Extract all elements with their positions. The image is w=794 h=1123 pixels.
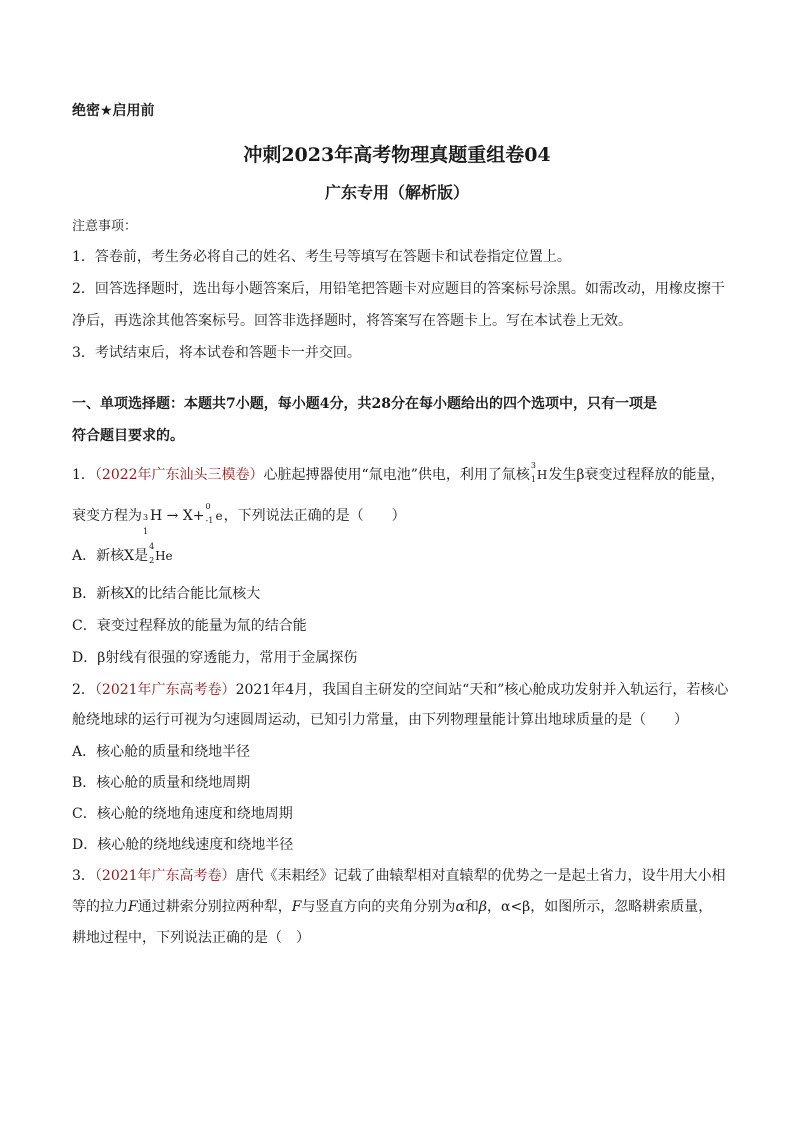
question-3-stem-cont: 等的拉力F通过耕索分别拉两种犁，F与竖直方向的夹角分别为α和β，α<β，如图所示，忽略耕索质量， <box>72 899 713 915</box>
question-1-option-c: C．衰变过程释放的能量为氚的结合能 <box>72 618 307 634</box>
note-item-2: 2．回答选择题时，选出每小题答案后，用铅笔把答题卡对应题目的答案标号涂黑。如需改动，用橡皮擦干 <box>72 281 725 297</box>
question-3-stem: 3．（2021年广东高考卷）唐代《耒耜经》记载了曲辕犁相对直辕犁的优势之一是起土省力，设牛用大小相 <box>72 868 726 884</box>
question-1-option-a: A．新核X是 4 2 He <box>72 542 173 565</box>
question-1-stem: 1．（2022年广东汕头三模卷）心脏起搏器使用“氚电池”供电，利用了氚核 3 1 H发生β衰变过程释放的能量， <box>72 461 725 484</box>
exam-subtitle: 广东专用（解析版） <box>324 183 469 202</box>
question-number: 3． <box>72 868 95 884</box>
question-number: 2． <box>72 682 95 698</box>
question-source: （2022年广东汕头三模卷） <box>94 467 264 483</box>
exam-title: 冲刺2023年高考物理真题重组卷04 <box>243 144 551 166</box>
question-2-option-c: C．核心舱的绕地角速度和绕地周期 <box>72 806 293 822</box>
section-heading-cont: 符合题目要求的。 <box>72 428 184 444</box>
question-source: （2021年广东高考卷） <box>94 682 236 698</box>
question-1-equation: 衰变方程为 3 1 H → X+ 0 -1 e，下列说法正确的是（ ） <box>72 502 406 536</box>
note-item-2-cont: 净后，再选涂其他答案标号。回答非选择题时，将答案写在答题卡上。写在本试卷上无效。 <box>72 313 632 329</box>
question-2-option-d: D．核心舱的绕地线速度和绕地半径 <box>72 837 294 853</box>
secret-label: 绝密★启用前 <box>72 103 155 119</box>
tritium-nuclide: 3 1 H <box>530 461 548 484</box>
question-1-option-d: D．β射线有很强的穿透能力，常用于金属探伤 <box>72 650 358 666</box>
note-item-3: 3．考试结束后，将本试卷和答题卡一并交回。 <box>72 345 361 361</box>
question-2-option-b: B．核心舱的质量和绕地周期 <box>72 775 251 791</box>
notes-heading: 注意事项： <box>72 219 138 234</box>
question-source: （2021年广东高考卷） <box>94 868 236 884</box>
question-number: 1． <box>72 467 95 483</box>
section-heading: 一、单项选择题：本题共7小题，每小题4分，共28分在每小题给出的四个选项中，只有一项是 <box>72 396 657 412</box>
helium-nuclide: 4 2 He <box>149 542 173 565</box>
question-1-option-b: B．新核X的比结合能比氚核大 <box>72 586 261 602</box>
question-2-option-a: A．核心舱的质量和绕地半径 <box>72 744 251 760</box>
question-2-stem-cont: 舱绕地球的运行可视为匀速圆周运动，已知引力常量，由下列物理量能计算出地球质量的是（ ） <box>72 712 688 728</box>
note-item-1: 1．答卷前，考生务必将自己的姓名、考生号等填写在答题卡和试卷指定位置上。 <box>72 249 571 265</box>
question-2-stem: 2．（2021年广东高考卷）2021年4月，我国自主研发的空间站“天和”核心舱成功发射并入轨运行，若核心 <box>72 682 729 698</box>
electron-nuclide: 0 -1 e <box>205 502 223 525</box>
question-3-stem-cont-2: 耕地过程中，下列说法正确的是（ ） <box>72 930 310 946</box>
